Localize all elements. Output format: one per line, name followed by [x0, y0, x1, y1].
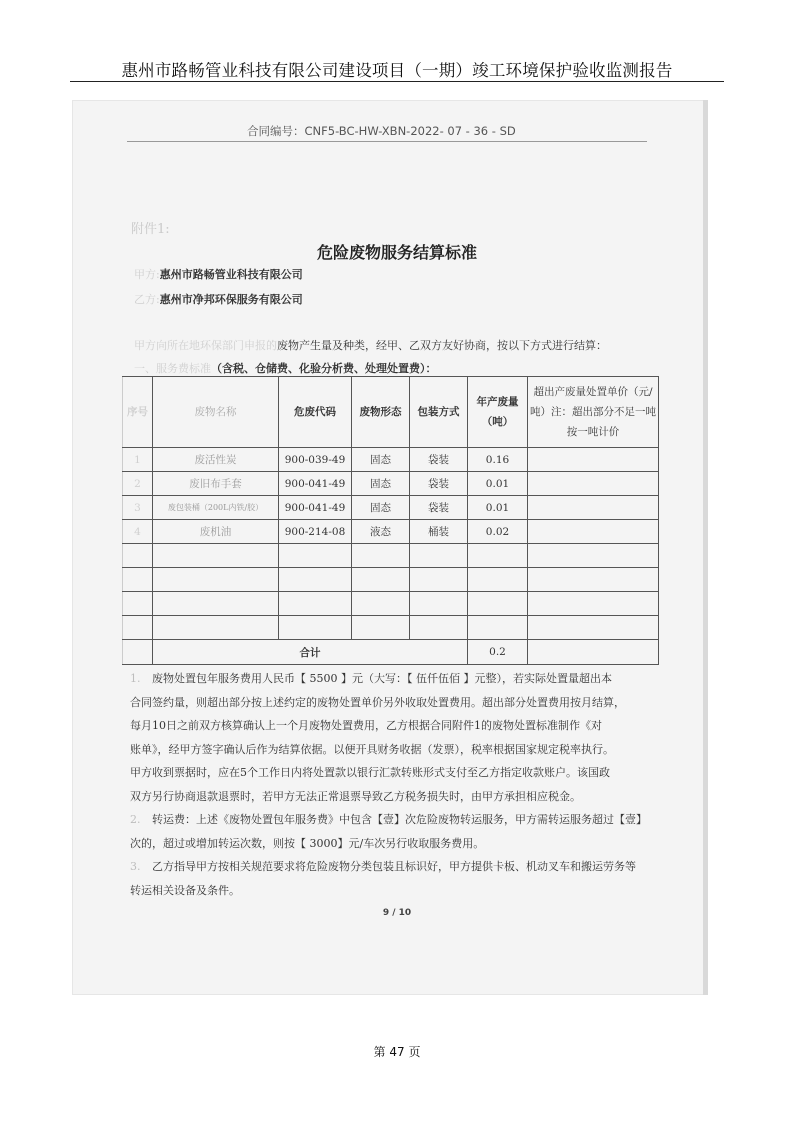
cell-price	[528, 592, 659, 616]
cell-seq: 2	[123, 472, 153, 496]
cell-price	[528, 568, 659, 592]
cell-seq	[123, 568, 153, 592]
table-row	[123, 592, 659, 616]
header-name: 废物名称	[153, 377, 279, 448]
cell-seq: 3	[123, 496, 153, 520]
table-row	[123, 496, 659, 520]
cell-pack: 袋装	[410, 496, 468, 520]
cell-pack: 袋装	[410, 472, 468, 496]
cell-form	[352, 592, 410, 616]
cell-code: 900-041-49	[279, 472, 352, 496]
term-line: 每月10日之前双方核算确认上一个月废物处置费用，乙方根据合同附件1的废物处置标准制作《对	[130, 719, 602, 732]
term-number: 3.	[130, 860, 141, 873]
cell-pack	[410, 544, 468, 568]
contract-rule	[127, 141, 647, 142]
cell-qty: 0.01	[468, 472, 528, 496]
cell-code	[279, 544, 352, 568]
total-value: 0.2	[468, 640, 528, 665]
cell-pack	[410, 616, 468, 640]
cell-name	[153, 568, 279, 592]
cell-code	[279, 616, 352, 640]
contract-number: 合同编号：CNF5-BC-HW-XBN-2022- 07 - 36 - SD	[247, 124, 516, 138]
term-paragraph	[130, 808, 660, 855]
table-row	[123, 448, 659, 472]
cell-qty	[468, 616, 528, 640]
table-total-row	[123, 640, 659, 665]
cell-name: 废旧布手套	[153, 472, 279, 496]
term-line: 双方另行协商退款退票时，若甲方无法正常退票导致乙方税务损失时，由甲方承担相应税金。	[130, 789, 581, 803]
party-b	[134, 291, 303, 307]
header-price: 超出产废量处置单价（元/吨）注：超出部分不足一吨按一吨计价	[528, 377, 659, 448]
cell-code	[279, 592, 352, 616]
cell-form: 固态	[352, 496, 410, 520]
cell-seq: 4	[123, 520, 153, 544]
term-line: 账单》，经甲方签字确认后作为结算依据。以便开具财务收据（发票），税率根据国家规定税率执行。	[130, 742, 614, 756]
party-a-name: 惠州市路畅管业科技有限公司	[159, 268, 303, 281]
term-line: 废物处置包年服务费用人民币【 5500 】元（大写：【 伍仟伍佰 】元整），若实际处置量超出本	[152, 672, 612, 685]
party-a-label: 甲方:	[134, 268, 160, 281]
header-qty: 年产废量（吨）	[468, 377, 528, 448]
scan-page-indicator: 9 / 10	[382, 908, 412, 918]
party-a	[134, 266, 303, 282]
term-line: 乙方指导甲方按相关规范要求将危险废物分类包装且标识好，甲方提供卡板、机动叉车和搬运劳务等	[152, 860, 636, 873]
cell-price	[528, 448, 659, 472]
header-rule	[70, 81, 724, 82]
terms-paragraphs	[130, 667, 660, 902]
cell-seq: 1	[123, 448, 153, 472]
cell-form	[352, 568, 410, 592]
term-line: 合同签约量，则超出部分按上述约定的废物处置单价另外收取处置费用。超出部分处置费用按月结算，	[130, 695, 625, 709]
cell-name: 废活性炭	[153, 448, 279, 472]
cell-qty: 0.16	[468, 448, 528, 472]
report-header-title: 惠州市路畅管业科技有限公司建设项目（一期）竣工环境保护验收监测报告	[121, 61, 673, 80]
term-line: 转运相关设备及条件。	[130, 883, 240, 897]
cell-name	[153, 592, 279, 616]
table-header-row	[123, 377, 659, 448]
cell-price	[528, 496, 659, 520]
cell-seq	[123, 592, 153, 616]
header-pack: 包装方式	[410, 377, 468, 448]
cell-code: 900-041-49	[279, 496, 352, 520]
table-row	[123, 616, 659, 640]
term-line: 甲方收到票据时，应在5个工作日内将处置款以银行汇款转账形式支付至乙方指定收款账户。该国政	[130, 766, 610, 779]
cell-form: 液态	[352, 520, 410, 544]
cell-price	[528, 544, 659, 568]
cell-qty	[468, 544, 528, 568]
table-row	[123, 544, 659, 568]
fee-table	[122, 376, 659, 665]
cell-code	[279, 568, 352, 592]
party-b-label: 乙方:	[134, 293, 160, 306]
header-code: 危废代码	[279, 377, 352, 448]
term-number: 1.	[130, 672, 141, 685]
total-label: 合计	[153, 640, 468, 665]
cell-form: 固态	[352, 472, 410, 496]
cell-qty: 0.01	[468, 496, 528, 520]
cell-name: 废包装桶（200L内铁/胶）	[153, 496, 279, 520]
cell-name	[153, 616, 279, 640]
cell-form	[352, 616, 410, 640]
cell-price	[528, 616, 659, 640]
total-seq	[123, 640, 153, 665]
cell-seq	[123, 544, 153, 568]
fee-standard-heading: 一、服务费标准（含税、仓储费、化验分析费、处理处置费）：	[134, 362, 437, 375]
cell-form: 固态	[352, 448, 410, 472]
cell-pack	[410, 592, 468, 616]
cell-price	[528, 472, 659, 496]
table-row	[123, 520, 659, 544]
document-title: 危险废物服务结算标准	[316, 243, 477, 262]
term-line: 次的，超过或增加转运次数，则按【 3000】元/车次另行收取服务费用。	[130, 836, 485, 850]
cell-price	[528, 520, 659, 544]
party-b-name: 惠州市净邦环保服务有限公司	[159, 293, 303, 306]
cell-name: 废机油	[153, 520, 279, 544]
header-seq: 序号	[123, 377, 153, 448]
cell-qty	[468, 592, 528, 616]
cell-code: 900-039-49	[279, 448, 352, 472]
cell-qty: 0.02	[468, 520, 528, 544]
table-row	[123, 568, 659, 592]
cell-pack: 袋装	[410, 448, 468, 472]
term-line: 转运费：上述《废物处置包年服务费》中包含【壹】次危险废物转运服务，甲方需转运服务超过【壹】	[152, 813, 647, 826]
cell-form	[352, 544, 410, 568]
table-row	[123, 472, 659, 496]
scan-edge-shadow	[703, 100, 708, 995]
cell-code: 900-214-08	[279, 520, 352, 544]
total-price	[528, 640, 659, 665]
term-paragraph	[130, 855, 660, 902]
cell-pack: 桶装	[410, 520, 468, 544]
cell-qty	[468, 568, 528, 592]
header-form: 废物形态	[352, 377, 410, 448]
page-number: 第 47 页	[373, 1045, 421, 1059]
cell-name	[153, 544, 279, 568]
term-number: 2.	[130, 813, 141, 826]
cell-pack	[410, 568, 468, 592]
term-paragraph	[130, 667, 660, 808]
cell-seq	[123, 616, 153, 640]
attachment-label: 附件1:	[131, 222, 170, 237]
intro-text: 甲方向所在地环保部门申报的废物产生量及种类，经甲、乙双方友好协商，按以下方式进行结算：	[134, 339, 607, 352]
